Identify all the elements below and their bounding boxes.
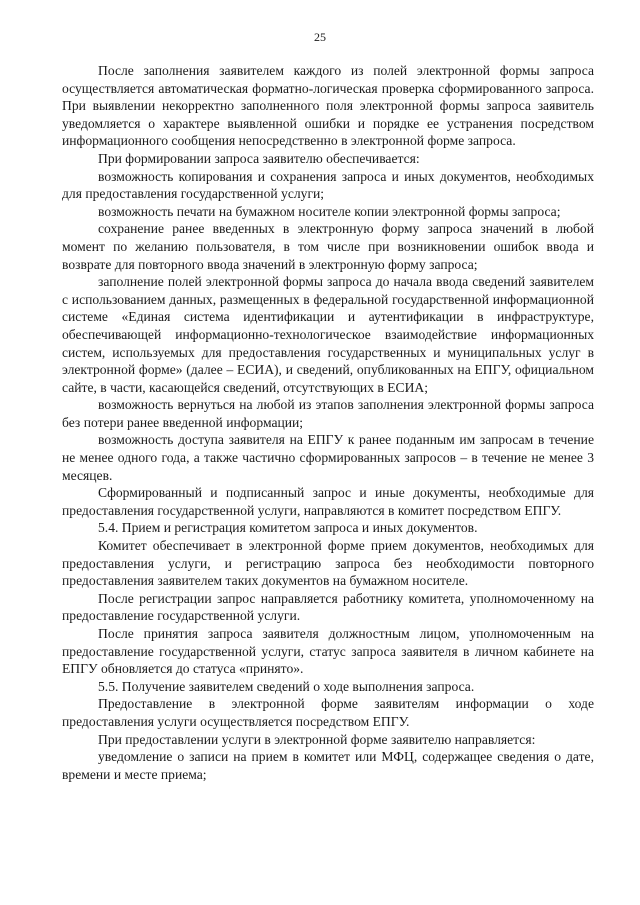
paragraph: сохранение ранее введенных в электронную форму запроса значений в любой момент по желанию пользователя, в том числе при возникновении ошибок ввода и возврате для повторного ввода значений в электронную форму запроса; <box>62 221 594 272</box>
paragraph: возможность копирования и сохранения запроса и иных документов, необходимых для предоставления государственной услуги; <box>62 168 594 202</box>
document-body <box>62 62 594 783</box>
paragraph: возможность доступа заявителя на ЕПГУ к ранее поданным им запросам в течение не менее одного года, а также частично сформированных запросов – в течение не менее 3 месяцев. <box>62 432 594 483</box>
section-heading: 5.4. Прием и регистрация комитетом запроса и иных документов. <box>98 520 478 536</box>
paragraph: После принятия запроса заявителя должностным лицом, уполномоченным на предоставление государственной услуги, статус запроса заявителя в личном кабинете на ЕПГУ обновляется до статуса «принято». <box>62 626 594 677</box>
paragraph: Сформированный и подписанный запрос и иные документы, необходимые для предоставления государственной услуги, направляются в комитет посредством ЕПГУ. <box>62 485 594 518</box>
paragraph: Комитет обеспечивает в электронной форме прием документов, необходимых для предоставления услуги, и регистрацию запроса без необходимости повторного предоставления заявителем таких документов на бумажном носителе. <box>62 538 594 589</box>
paragraph: Предоставление в электронной форме заявителям информации о ходе предоставления услуги осуществляется посредством ЕПГУ. <box>62 696 594 729</box>
paragraph: возможность вернуться на любой из этапов заполнения электронной формы запроса без потери ранее введенной информации; <box>62 397 594 430</box>
paragraph: возможность печати на бумажном носителе копии электронной формы запроса; <box>98 203 561 219</box>
paragraph: При предоставлении услуги в электронной форме заявителю направляется: <box>98 731 536 747</box>
paragraph: заполнение полей электронной формы запроса до начала ввода сведений заявителем с использованием данных, размещенных в федеральной государственной информационной системе «Единая система идентификации и аутентификации в инфраструктуре, обеспечивающей информационно-технологическое взаимодействие информационных систем, используемых для предоставления государственных и муниципальных услуг в электронной форме» (далее – ЕСИА), и сведений, опубликованных на ЕПГУ, официальном сайте, в части, касающейся сведений, отсутствующих в ЕСИА; <box>62 274 594 395</box>
paragraph: При формировании запроса заявителю обеспечивается: <box>98 150 420 166</box>
paragraph: уведомление о записи на прием в комитет или МФЦ, содержащее сведения о дате, времени и месте приема; <box>62 749 594 782</box>
paragraph: После заполнения заявителем каждого из полей электронной формы запроса осуществляется автоматическая форматно-логическая проверка сформированного запроса. При выявлении некорректно заполненного поля электронной формы запроса заявитель уведомляется о характере выявленной ошибки и порядке ее устранения посредством информационного сообщения непосредственно в электронной форме запроса. <box>62 63 594 149</box>
page-number: 25 <box>314 30 326 44</box>
paragraph: После регистрации запрос направляется работнику комитета, уполномоченному на предоставление государственной услуги. <box>62 590 594 624</box>
section-heading: 5.5. Получение заявителем сведений о ходе выполнения запроса. <box>98 678 475 694</box>
